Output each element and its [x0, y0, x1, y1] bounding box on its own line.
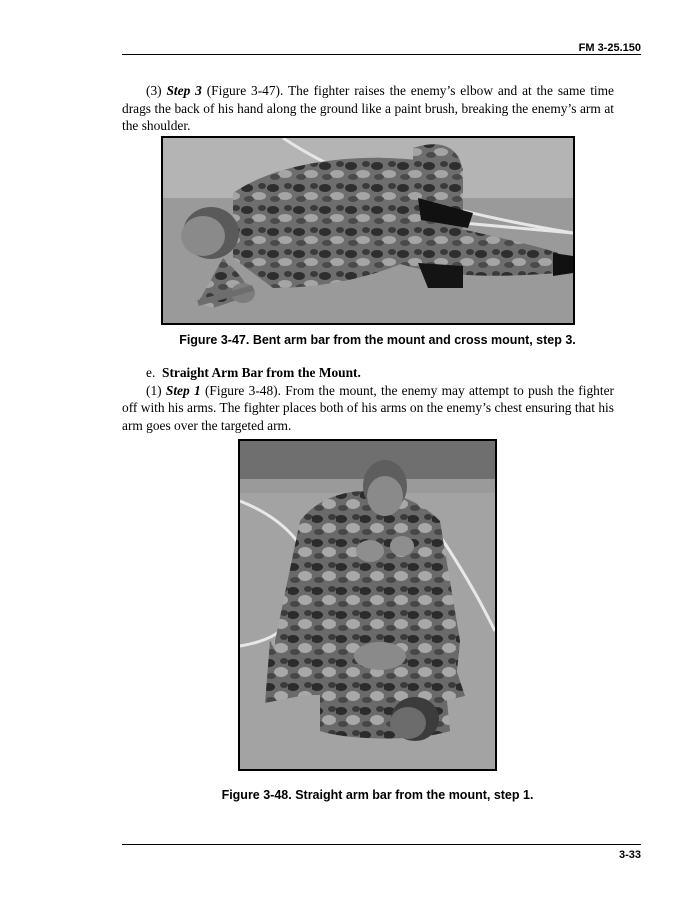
figure-3-48-caption: Figure 3-48. Straight arm bar from the mount, step 1. [221, 788, 534, 802]
figure-3-48-illustration [240, 441, 495, 769]
section-e-title: Straight Arm Bar from the Mount. [162, 365, 361, 380]
section-e-heading-and-step-1 [122, 364, 614, 434]
footer-rule [122, 844, 641, 845]
step-3-text: (Figure 3-47). The fighter raises the enemy’s elbow and at the same time drags the back of his hand along the ground like a paint brush, breaking the enemy’s arm at the shoulder. [122, 83, 614, 133]
paragraph-step-3 [122, 82, 614, 135]
step-1-text: (Figure 3-48). From the mount, the enemy may attempt to push the fighter off with his arms. The fighter places both of his arms on the enemy’s chest ensuring that his arm goes over the targeted arm. [122, 382, 614, 433]
step-1-prefix: (1) [146, 382, 166, 398]
step-1-label: Step 1 [165, 382, 201, 398]
figure-3-48-photo [238, 439, 497, 771]
running-header: FM 3-25.150 [578, 42, 641, 54]
section-e-letter: e. [146, 365, 156, 380]
figure-3-47-caption: Figure 3-47. Bent arm bar from the mount and cross mount, step 3. [179, 333, 576, 347]
header-rule [122, 54, 641, 55]
figure-3-47-photo [161, 136, 575, 325]
step-3-prefix: (3) [146, 83, 167, 98]
page-number: 3-33 [618, 849, 641, 861]
step-3-label: Step 3 [166, 83, 202, 98]
figure-3-47-illustration [163, 138, 573, 323]
